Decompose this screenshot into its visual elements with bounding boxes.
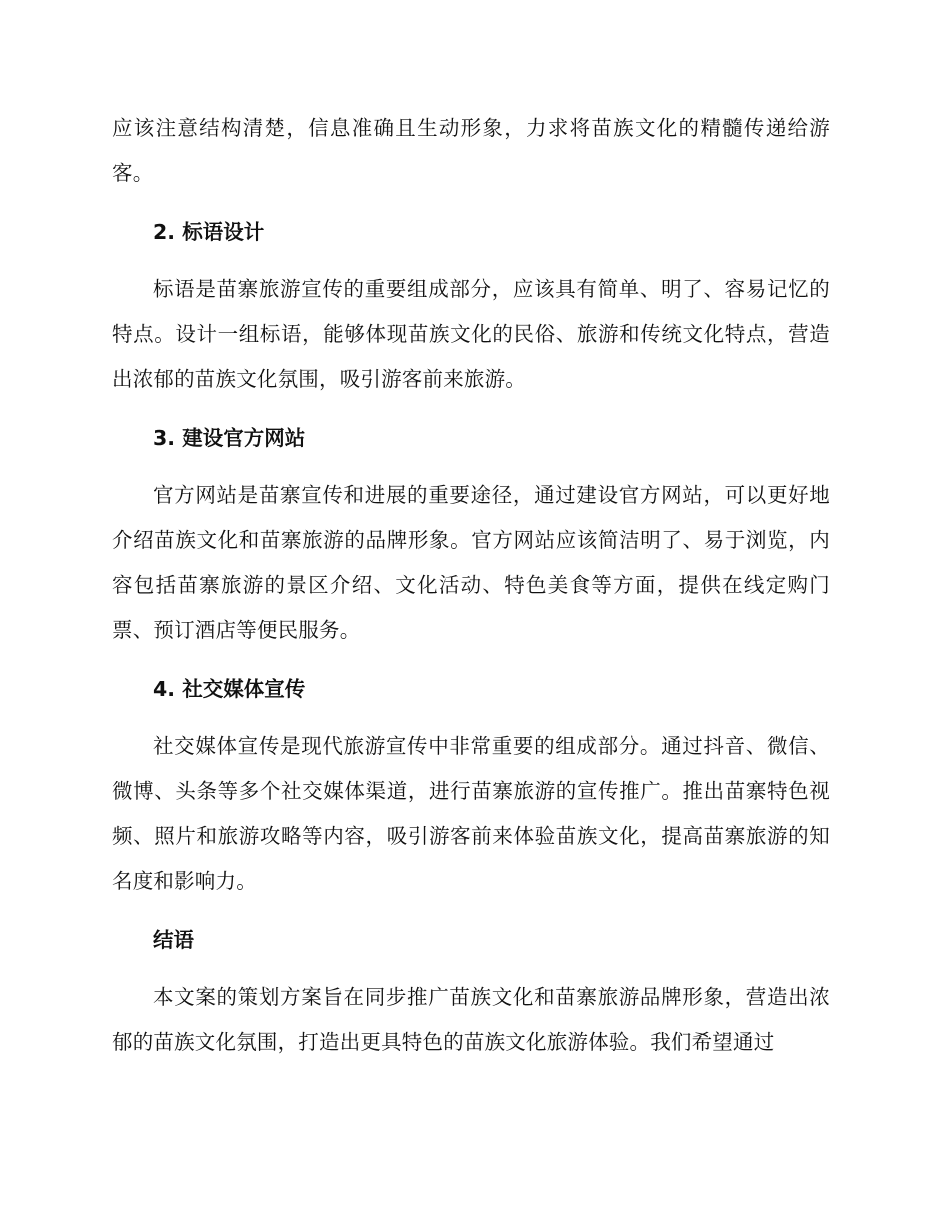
document-page <box>112 106 830 1065</box>
paragraph-slogan-design: 标语是苗寨旅游宣传的重要组成部分，应该具有简单、明了、容易记忆的特点。设计一组标语，能够体现苗族文化的民俗、旅游和传统文化特点，营造出浓郁的苗族文化氛围，吸引游客前来旅游。 <box>112 277 830 391</box>
heading-slogan-design: 2. 标语设计 <box>153 220 265 244</box>
heading-official-website: 3. 建设官方网站 <box>153 426 306 450</box>
paragraph-official-website: 官方网站是苗寨宣传和进展的重要途径，通过建设官方网站，可以更好地介绍苗族文化和苗寨旅游的品牌形象。官方网站应该简洁明了、易于浏览，内容包括苗寨旅游的景区介绍、文化活动、特色美食等方面，提供在线定购门票、预订酒店等便民服务。 <box>112 483 830 642</box>
paragraph-intro-continuation: 应该注意结构清楚，信息准确且生动形象，力求将苗族文化的精髓传递给游客。 <box>112 116 830 185</box>
paragraph-conclusion: 本文案的策划方案旨在同步推广苗族文化和苗寨旅游品牌形象，营造出浓郁的苗族文化氛围，打造出更具特色的苗族文化旅游体验。我们希望通过 <box>112 985 830 1054</box>
paragraph-social-media: 社交媒体宣传是现代旅游宣传中非常重要的组成部分。通过抖音、微信、微博、头条等多个社交媒体渠道，进行苗寨旅游的宣传推广。推出苗寨特色视频、照片和旅游攻略等内容，吸引游客前来体验苗族文化，提高苗寨旅游的知名度和影响力。 <box>112 734 830 893</box>
heading-conclusion: 结语 <box>153 928 194 952</box>
heading-social-media: 4. 社交媒体宣传 <box>153 677 306 701</box>
